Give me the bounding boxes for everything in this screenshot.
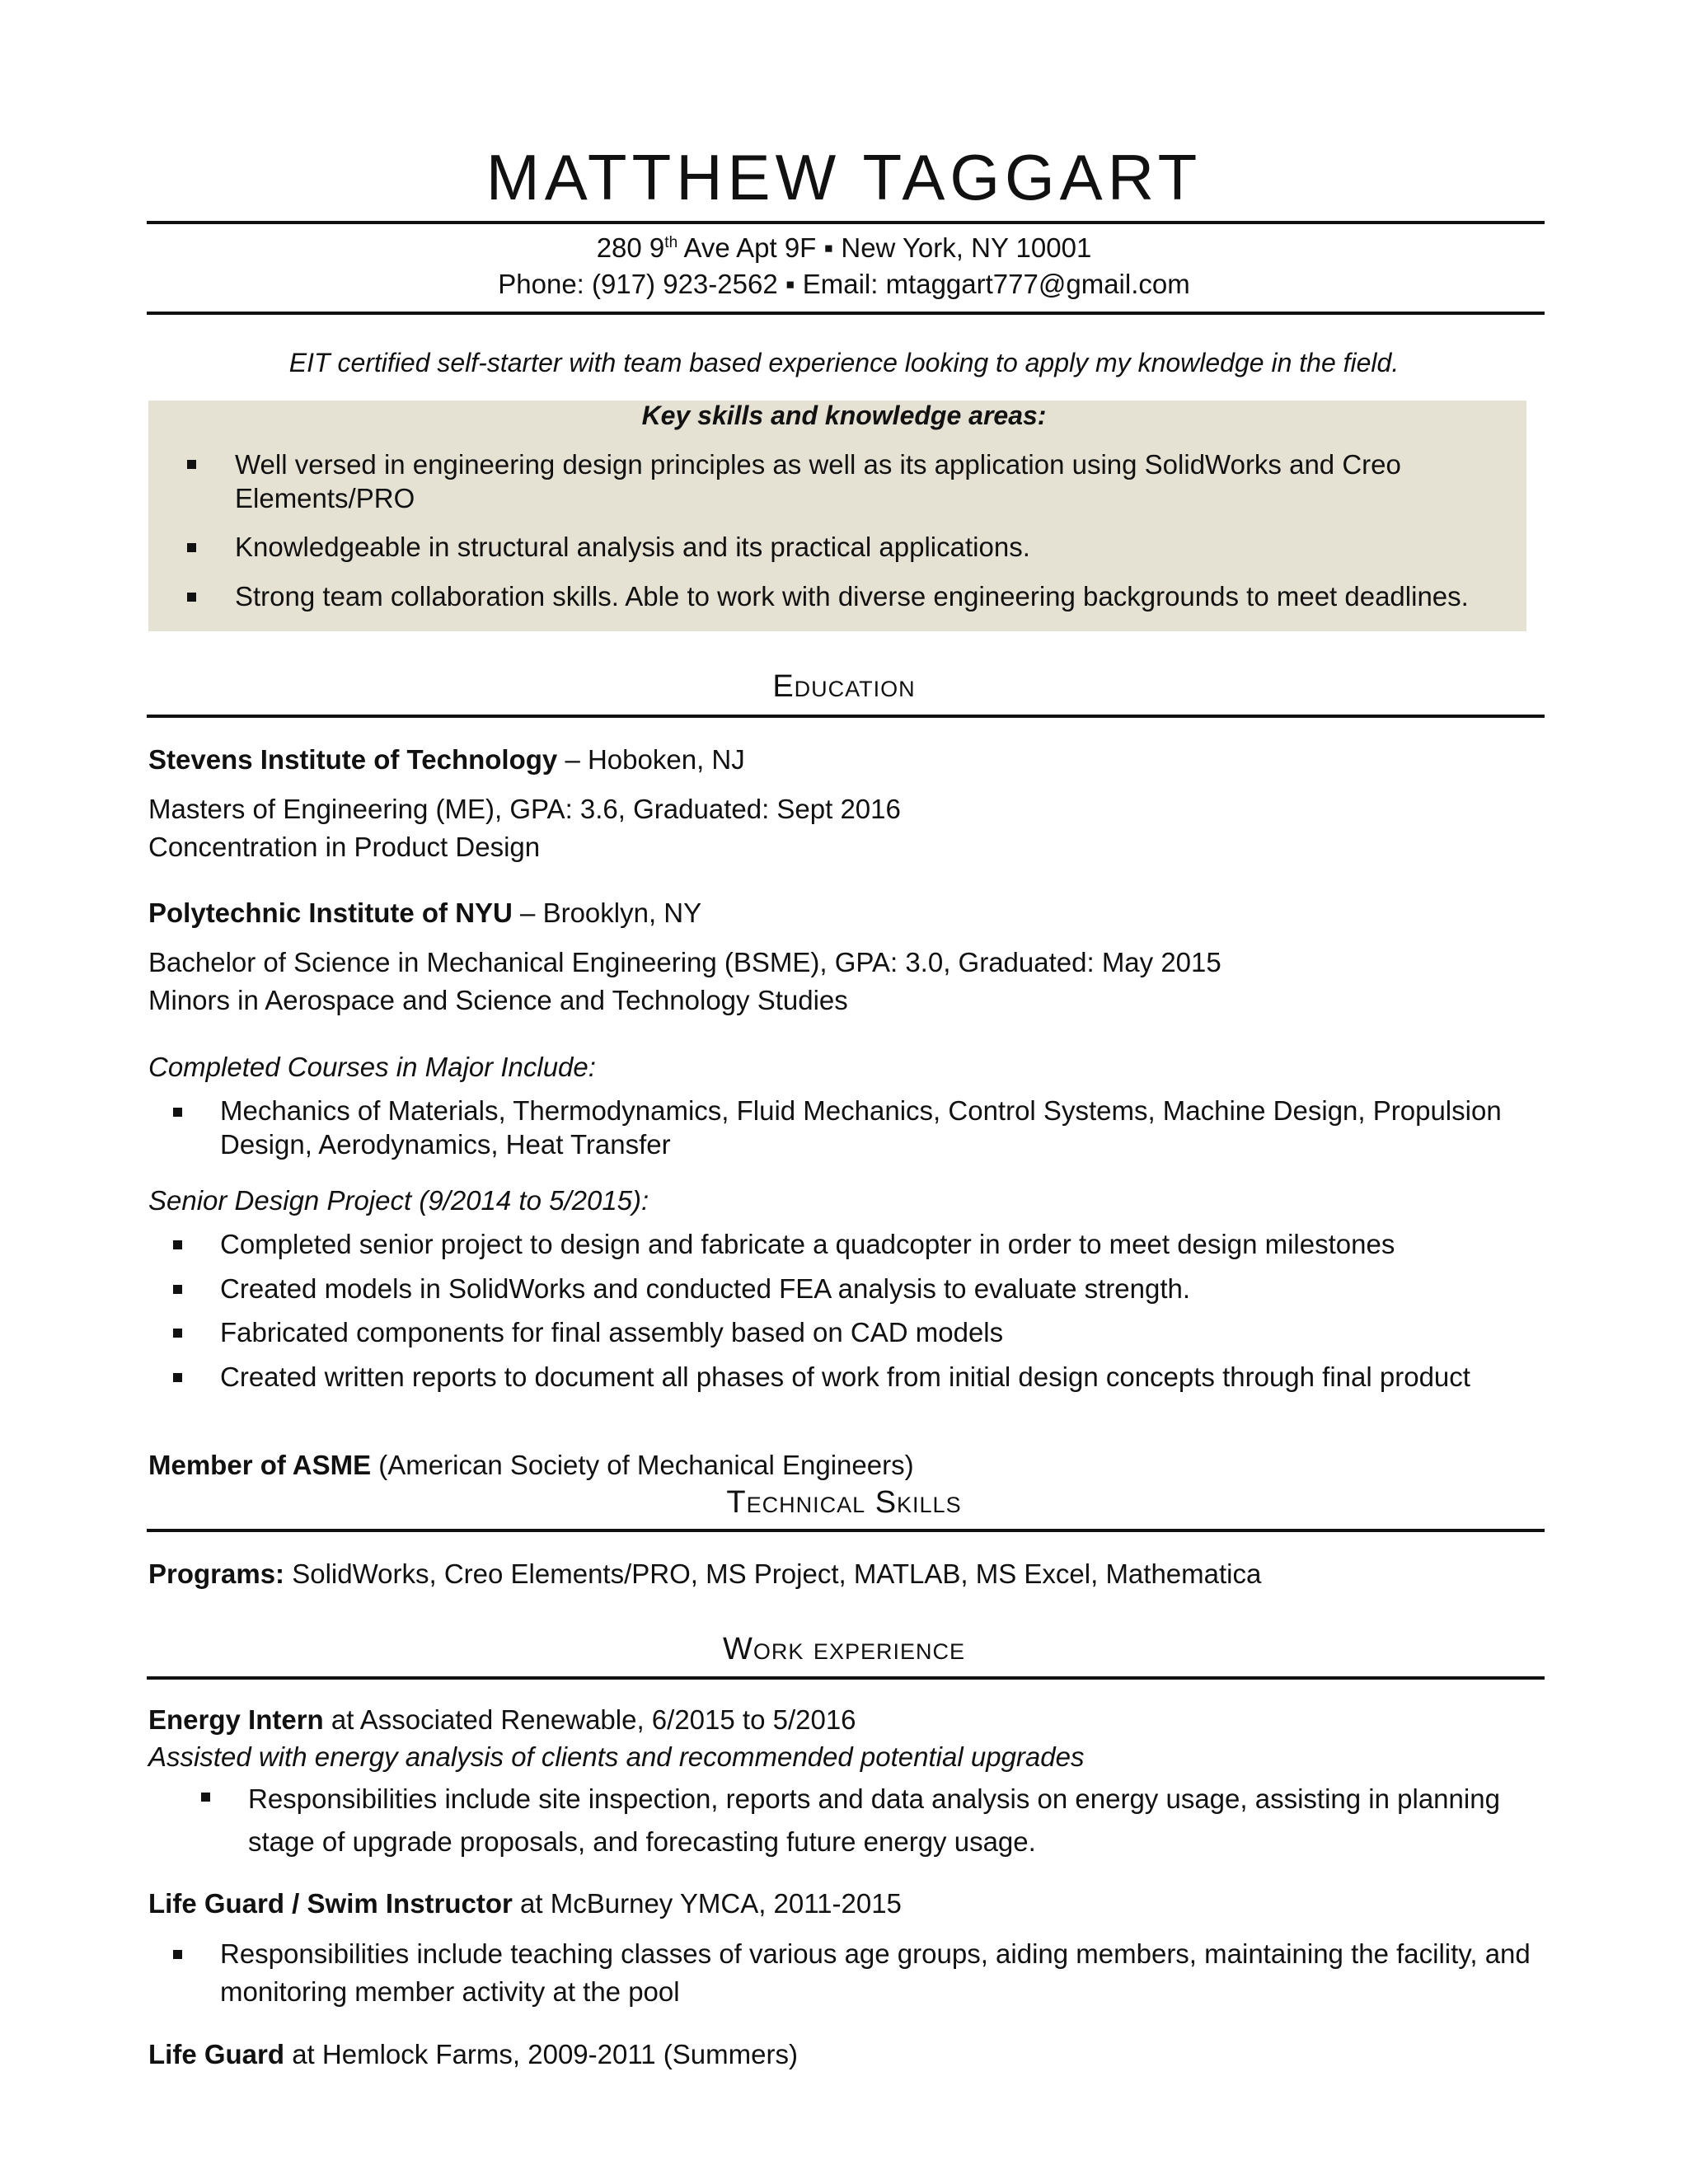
work-experience-heading: Work experience [723, 1632, 965, 1666]
address-sup: th [664, 234, 678, 251]
school-line [148, 896, 701, 930]
header-rule-top [147, 221, 1545, 224]
job-role: Life Guard / Swim Instructor [148, 1888, 513, 1919]
courses-list: Mechanics of Materials, Thermodynamics, Fluid Mechanics, Control Systems, Machine Design, Propulsion Design, Aerodynamics, Heat Transfer [220, 1095, 1502, 1160]
membership-line [148, 1448, 914, 1482]
degree-detail: Minors in Aerospace and Science and Technology Studies [148, 985, 848, 1015]
degree-line: Bachelor of Science in Mechanical Engineering (BSME), GPA: 3.0, Graduated: May 2015 [148, 947, 1221, 977]
school-location: – Brooklyn, NY [512, 898, 702, 928]
job-bullet: Responsibilities include teaching classes of various age groups, aiding members, maintaining the facility, and monitoring member activity at the pool [220, 1938, 1531, 2007]
header-rule-bottom [147, 312, 1545, 315]
bullet-icon [173, 1285, 182, 1294]
job-role: Energy Intern [148, 1704, 324, 1735]
bullet-icon [187, 460, 196, 469]
job-line [148, 1886, 902, 1920]
programs-label: Programs: [148, 1558, 285, 1589]
bullet-icon [187, 593, 196, 602]
address-line [0, 232, 1688, 264]
school-line [148, 743, 745, 776]
degree-detail: Concentration in Product Design [148, 832, 541, 862]
job-summary: Assisted with energy analysis of clients and recommended potential upgrades [148, 1741, 1085, 1772]
education-rule [147, 715, 1545, 718]
job-line [148, 2037, 798, 2071]
technical-skills-heading: Technical Skills [726, 1485, 962, 1520]
education-heading: Education [772, 669, 916, 704]
key-skills-title: Key skills and knowledge areas: [641, 401, 1047, 430]
project-item: Created written reports to document all phases of work from initial design concepts through final product [220, 1361, 1470, 1392]
project-item: Completed senior project to design and fabricate a quadcopter in order to meet design milestones [220, 1229, 1395, 1259]
bullet-icon [173, 1950, 182, 1959]
bullet-icon [173, 1373, 182, 1382]
project-item: Created models in SolidWorks and conducted FEA analysis to evaluate strength. [220, 1273, 1191, 1304]
bullet-icon [173, 1240, 182, 1249]
job-detail: at McBurney YMCA, 2011-2015 [512, 1888, 902, 1919]
programs-value: SolidWorks, Creo Elements/PRO, MS Project, MATLAB, MS Excel, Mathematica [284, 1558, 1262, 1589]
phone-email-line: Phone: (917) 923-2562 ▪ Email: mtaggart777@gmail.com [498, 269, 1190, 299]
school-name: Polytechnic Institute of NYU [148, 898, 513, 928]
project-item: Fabricated components for final assembly based on CAD models [220, 1317, 1004, 1347]
bullet-icon [187, 543, 196, 552]
address-prefix: 280 9 [596, 232, 665, 263]
project-title: Senior Design Project (9/2014 to 5/2015): [148, 1185, 649, 1216]
job-line [148, 1703, 856, 1736]
key-skill-item: Knowledgeable in structural analysis and its practical applications. [235, 532, 1030, 562]
bullet-icon [201, 1793, 210, 1802]
job-detail: at Hemlock Farms, 2009-2011 (Summers) [284, 2039, 798, 2069]
address-suffix: Ave Apt 9F ▪ New York, NY 10001 [678, 232, 1092, 263]
technical-skills-rule [147, 1529, 1545, 1532]
objective-statement: EIT certified self-starter with team based experience looking to apply my knowledge in the field. [288, 348, 1400, 377]
job-bullet: Responsibilities include site inspection, reports and data analysis on energy usage, assisting in planning stage of upgrade proposals, and forecasting future energy usage. [248, 1783, 1500, 1857]
courses-title: Completed Courses in Major Include: [148, 1052, 596, 1082]
bullet-icon [173, 1108, 182, 1117]
membership-detail: (American Society of Mechanical Engineers) [371, 1450, 914, 1480]
key-skill-item: Strong team collaboration skills. Able to work with diverse engineering backgrounds to meet deadlines. [235, 581, 1469, 612]
membership-label: Member of ASME [148, 1450, 372, 1480]
programs-line [148, 1557, 1261, 1591]
job-role: Life Guard [148, 2039, 285, 2069]
candidate-name: MATTHEW TAGGART [485, 141, 1203, 213]
job-detail: at Associated Renewable, 6/2015 to 5/2016 [323, 1704, 856, 1735]
school-location: – Hoboken, NJ [557, 744, 745, 775]
key-skill-item: Well versed in engineering design principles as well as its application using SolidWorks and Creo Elements/PRO [235, 449, 1401, 513]
bullet-icon [173, 1329, 182, 1338]
school-name: Stevens Institute of Technology [148, 744, 558, 775]
work-experience-rule [147, 1676, 1545, 1680]
degree-line: Masters of Engineering (ME), GPA: 3.6, Graduated: Sept 2016 [148, 794, 901, 824]
